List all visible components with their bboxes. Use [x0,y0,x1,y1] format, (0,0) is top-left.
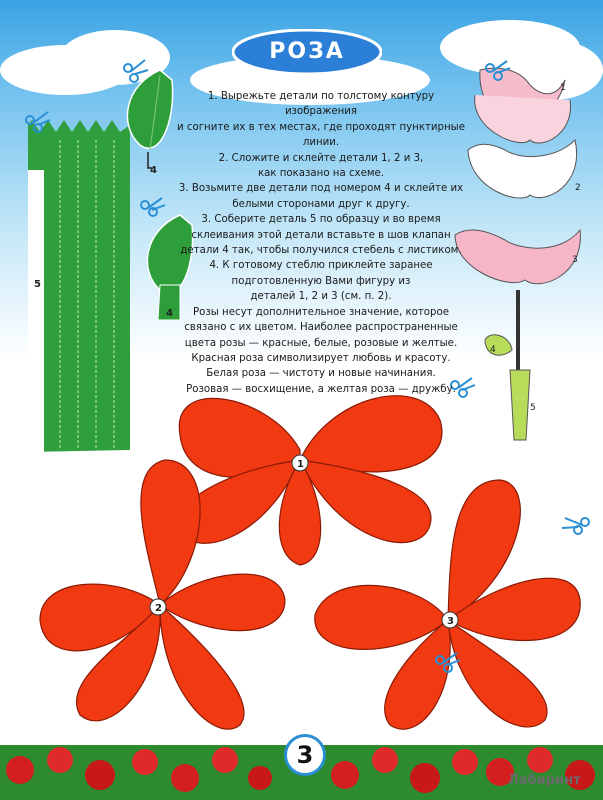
assembly-diagram [455,68,580,440]
instruction-line: подготовленную Вами фигуру из [231,275,411,287]
instruction-line: Розы несут дополнительное значение, которое [192,306,450,318]
instruction-line: деталей 1, 2 и 3 (см. п. 2). [250,291,392,303]
instruction-line: 3. Возьмите две детали под номером 4 и склейте их [178,183,464,195]
diagram-5-label: 5 [530,403,536,413]
instruction-line: детали 4 так, чтобы получился стебель с листиком. [180,245,462,257]
leaf-part-4-top [127,70,172,168]
diagram-3-label: 3 [572,255,578,265]
instruction-line: белыми сторонами друг к другу. [232,198,410,210]
instruction-line: Красная роза символизирует любовь и красоту. [191,352,451,364]
stem-part-5 [28,120,130,452]
stem-label: 5 [34,279,41,290]
petal-part-1 [179,396,442,565]
petal-1-label: 1 [297,459,304,470]
diagram-1-label: 1 [560,83,566,93]
leaf-top-label: 4 [150,165,157,176]
instruction-line: 1. Вырежьте детали по толстому контуру изображения [207,91,435,118]
instruction-line: как показано на схеме. [257,168,385,180]
instruction-line: и согните их в тех местах, где проходят пунктирные линии. [177,121,465,149]
instruction-line: 4. К готовому стеблю приклейте заранее [209,260,433,272]
scissors-icon [562,518,589,534]
instructions-text [172,89,470,397]
instruction-line: Белая роза — чистоту и новые начинания. [206,368,436,380]
page-number: 3 [284,734,326,776]
instruction-line: 2. Сложите и склейте детали 1, 2 и 3, [218,152,424,164]
instruction-line: связано с их цветом. Наиболее распространенные [184,322,458,334]
petal-3-label: 3 [447,616,454,627]
leaf-bottom-label: 4 [166,308,173,319]
petal-2-label: 2 [155,603,162,614]
instruction-line: Розовая — восхищение, а желтая роза — дружбу. [186,383,456,395]
scissors-icon [141,198,165,216]
scissors-icon [124,60,148,82]
instruction-line: склеивания этой детали вставьте в шов клапан [191,229,451,241]
instruction-line: цвета розы — красные, белые, розовые и желтые. [184,337,458,349]
page-title: РОЗА [269,39,345,64]
instruction-line: 3. Соберите деталь 5 по образцу и во время [201,214,441,226]
brand-watermark: Лабиринт [508,773,581,788]
diagram-4-label: 4 [490,345,496,355]
diagram-2-label: 2 [575,183,581,193]
